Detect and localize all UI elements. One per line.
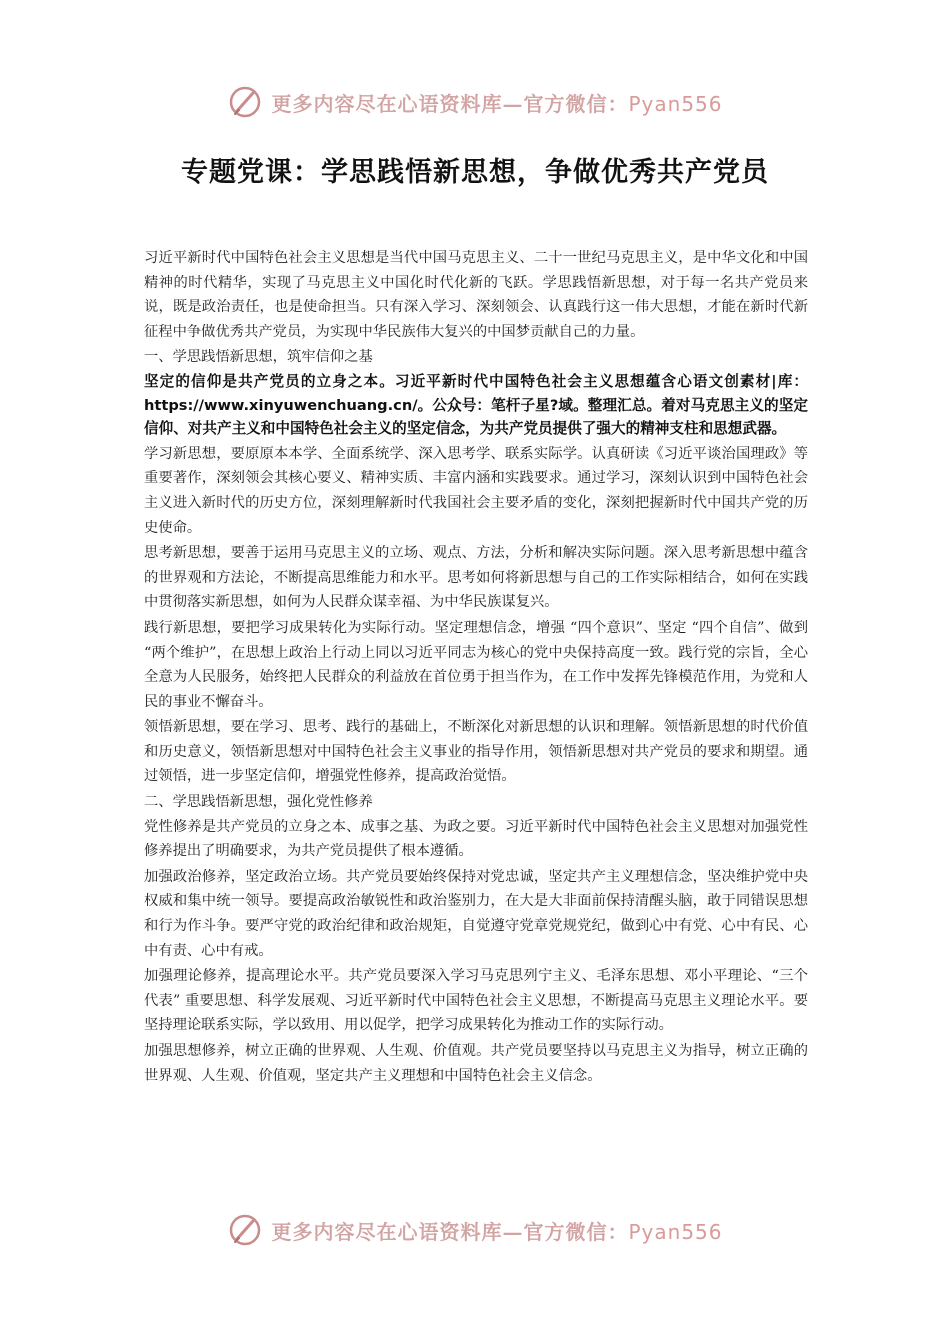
paragraph: 思考新思想，要善于运用马克思主义的立场、观点、方法，分析和解决实际问题。深入思考新思想中蕴含的世界观和方法论，不断提高思维能力和水平。思考如何将新思想与自己的工作实际相结合，如何在实践中贯彻落实新思想，如何为人民群众谋幸福、为中华民族谋复兴。 — [144, 545, 808, 611]
section-heading: 二、学思践悟新思想，强化党性修养 — [144, 794, 373, 811]
paragraph: 加强思想修养，树立正确的世界观、人生观、价值观。共产党员要坚持以马克思主义为指导，树立正确的世界观、人生观、价值观，坚定共产主义理想和中国特色社会主义信念。 — [144, 1043, 808, 1084]
header-banner — [0, 82, 950, 122]
pen-logo-icon — [227, 1212, 263, 1248]
document-body — [144, 246, 808, 1089]
section-heading: 一、学思践悟新思想，筑牢信仰之基 — [144, 349, 373, 366]
paragraph: 学习新思想，要原原本本学、全面系统学、深入思考学、联系实际学。认真研读《习近平谈治国理政》等重要著作，深刻领会其核心要义、精神实质、丰富内涵和实践要求。通过学习，深刻认识到中国特色社会主义进入新时代的历史方位，深刻理解新时代我国社会主要矛盾的变化，深刻把握新时代中国共产党的历史使命。 — [144, 445, 808, 536]
banner-text: 更多内容尽在心语资料库—官方微信：Pyan556 — [271, 1219, 723, 1244]
wechat-id: Pyan556 — [628, 1219, 723, 1244]
paragraph: 党性修养是共产党员的立身之本、成事之基、为政之要。习近平新时代中国特色社会主义思想对加强党性修养提出了明确要求，为共产党员提供了根本遵循。 — [144, 818, 808, 860]
footer-banner — [0, 1210, 950, 1250]
paragraph: 习近平新时代中国特色社会主义思想是当代中国马克思主义、二十一世纪马克思主义，是中华文化和中国精神的时代精华，实现了马克思主义中国化时代化新的飞跃。学思践悟新思想，对于每一名共产党员来说，既是政治责任，也是使命担当。只有深入学习、深刻领会、认真践行这一伟大思想，才能在新时代新征程中争做优秀共产党员，为实现中华民族伟大复兴的中国梦贡献自己的力量。 — [144, 250, 808, 340]
paragraph: 加强政治修养，坚定政治立场。共产党员要始终保持对党忠诚，坚定共产主义理想信念，坚决维护党中央权威和集中统一领导。要提高政治敏锐性和政治鉴别力，在大是大非面前保持清醒头脑，敢于同错误思想和行为作斗争。要严守党的政治纪律和政治规矩，自觉遵守党章党规党纪，做到心中有党、心中有民、心中有责、心中有戒。 — [144, 868, 808, 959]
paragraph: 践行新思想，要把学习成果转化为实际行动。坚定理想信念，增强 “四个意识”、坚定 “四个自信”、做到 “两个维护”，在思想上政治上行动上同以习近平同志为核心的党中央保持高度一致。践行党的宗旨，全心全意为人民服务，始终把人民群众的利益放在首位勇于担当作为，在工作中发挥先锋模范作用，为党和人民的事业不懈奋斗。 — [144, 619, 808, 710]
wechat-id: Pyan556 — [628, 91, 723, 116]
paragraph: 领悟新思想，要在学习、思考、践行的基础上，不断深化对新思想的认识和理解。领悟新思想的时代价值和历史意义，领悟新思想对中国特色社会主义事业的指导作用，领悟新思想对共产党员的要求和期望。通过领悟，进一步坚定信仰，增强党性修养，提高政治觉悟。 — [144, 719, 808, 785]
banner-text: 更多内容尽在心语资料库—官方微信：Pyan556 — [271, 91, 723, 116]
paragraph-bold: 坚定的信仰是共产党员的立身之本。习近平新时代中国特色社会主义思想蕴含心语文创素材|库：https://www.xinyuwenchuang.cn/。公众号：笔杆子星?域。整理汇总。着对马克思主义的坚定信仰、对共产主义和中国特色社会主义的坚定信念，为共产党员提供了强大的精神支柱和思想武器。 — [144, 372, 808, 438]
paragraph: 加强理论修养，提高理论水平。共产党员要深入学习马克思列宁主义、毛泽东思想、邓小平理论、“三个代表” 重要思想、科学发展观、习近平新时代中国特色社会主义思想，不断提高马克思主义理论水平。要坚持理论联系实际，学以致用、用以促学，把学习成果转化为推动工作的实际行动。 — [144, 968, 808, 1034]
page-title: 专题党课：学思践悟新思想，争做优秀共产党员 — [181, 157, 769, 188]
pen-logo-icon — [227, 84, 263, 120]
